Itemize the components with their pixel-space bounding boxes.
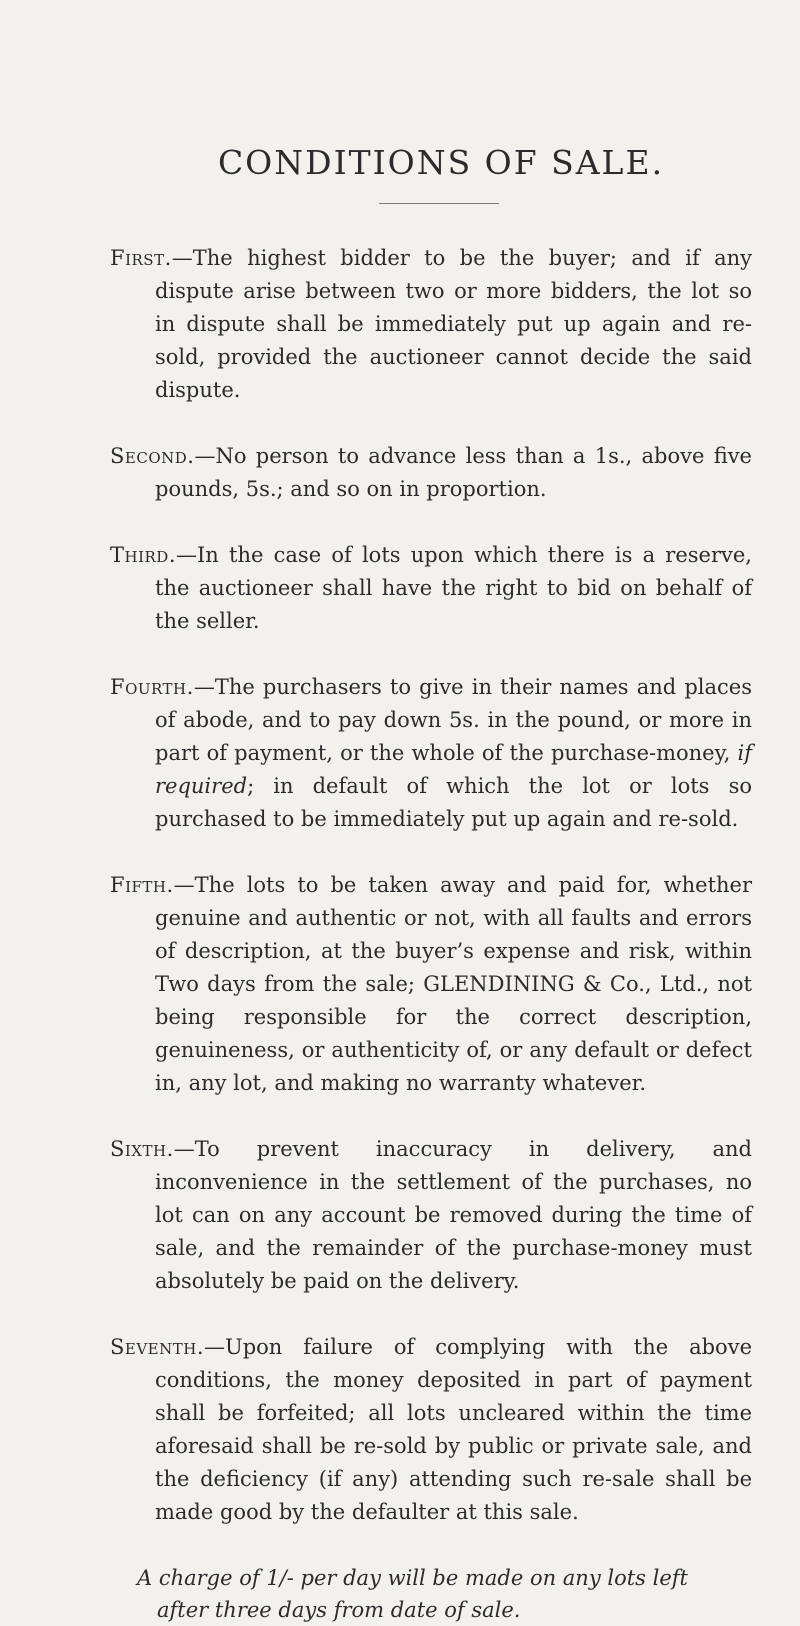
condition-dash: —	[173, 873, 195, 897]
note-line-1: A charge of 1/- per day will be made on any lots left	[137, 1566, 688, 1590]
condition-text: Upon failure of complying with the above conditions, the money deposited in part of payment shall be forfeited; all lots uncleared within the time aforesaid shall be re-sold by public or private sale, and the deficiency (if any) attending such re-sale shall be made good by the defaulter at this sale.	[155, 1335, 752, 1524]
condition-dash: —	[173, 1137, 195, 1161]
condition-ordinal: Fourth.	[110, 675, 194, 699]
storage-charge-note	[110, 1562, 752, 1626]
title-rule	[379, 203, 499, 204]
page-title: CONDITIONS OF SALE.	[217, 143, 665, 182]
condition-dash: —	[171, 246, 193, 270]
condition-dash: —	[194, 444, 216, 468]
condition-third	[110, 539, 752, 638]
condition-text: No person to advance less than a 1s., above five pounds, 5s.; and so on in proportion.	[155, 444, 752, 501]
condition-text: In the case of lots upon which there is a reserve, the auctioneer shall have the right to bid on behalf of the seller.	[155, 543, 752, 633]
condition-ordinal: Sixth.	[110, 1137, 174, 1161]
condition-fourth	[110, 671, 752, 836]
condition-first	[110, 242, 752, 407]
condition-sixth	[110, 1133, 752, 1298]
condition-text: The lots to be taken away and paid for, whether genuine and authentic or not, with all faults and errors of description, at the buyer’s expense and risk, within Two days from the sale; GLENDINING & Co., Ltd., not being responsible for the correct description, genuineness, or authenticity of, or any default or defect in, any lot, and making no warranty whatever.	[155, 873, 752, 1095]
condition-text: The purchasers to give in their names and places of abode, and to pay down 5s. in the pound, or more in part of payment, or the whole of the purchase-money,	[155, 675, 752, 765]
condition-ordinal: Fifth.	[110, 873, 174, 897]
condition-dash: —	[176, 543, 198, 567]
condition-ordinal: First.	[110, 246, 172, 270]
condition-fifth	[110, 869, 752, 1100]
condition-ordinal: Seventh.	[110, 1335, 205, 1359]
condition-ordinal: Third.	[110, 543, 177, 567]
condition-second	[110, 440, 752, 506]
condition-text: The highest bidder to be the buyer; and if any dispute arise between two or more bidders, the lot so in dispute shall be immediately put up again and re-sold, provided the auctioneer cannot decide the said dispute.	[155, 246, 752, 402]
condition-dash: —	[204, 1335, 226, 1359]
condition-emphasis: if required	[155, 741, 752, 798]
condition-dash: —	[193, 675, 215, 699]
condition-text: To prevent inaccuracy in delivery, and inconvenience in the settlement of the purchases, no lot can on any account be removed during the time of sale, and the remainder of the purchase-money must absolutely be paid on the delivery.	[155, 1137, 752, 1293]
condition-ordinal: Second.	[110, 444, 195, 468]
note-line-2: after three days from date of sale.	[157, 1598, 521, 1622]
condition-text-continued: ; in default of which the lot or lots so purchased to be immediately put up again and re-sold.	[155, 774, 752, 831]
condition-seventh	[110, 1331, 752, 1529]
